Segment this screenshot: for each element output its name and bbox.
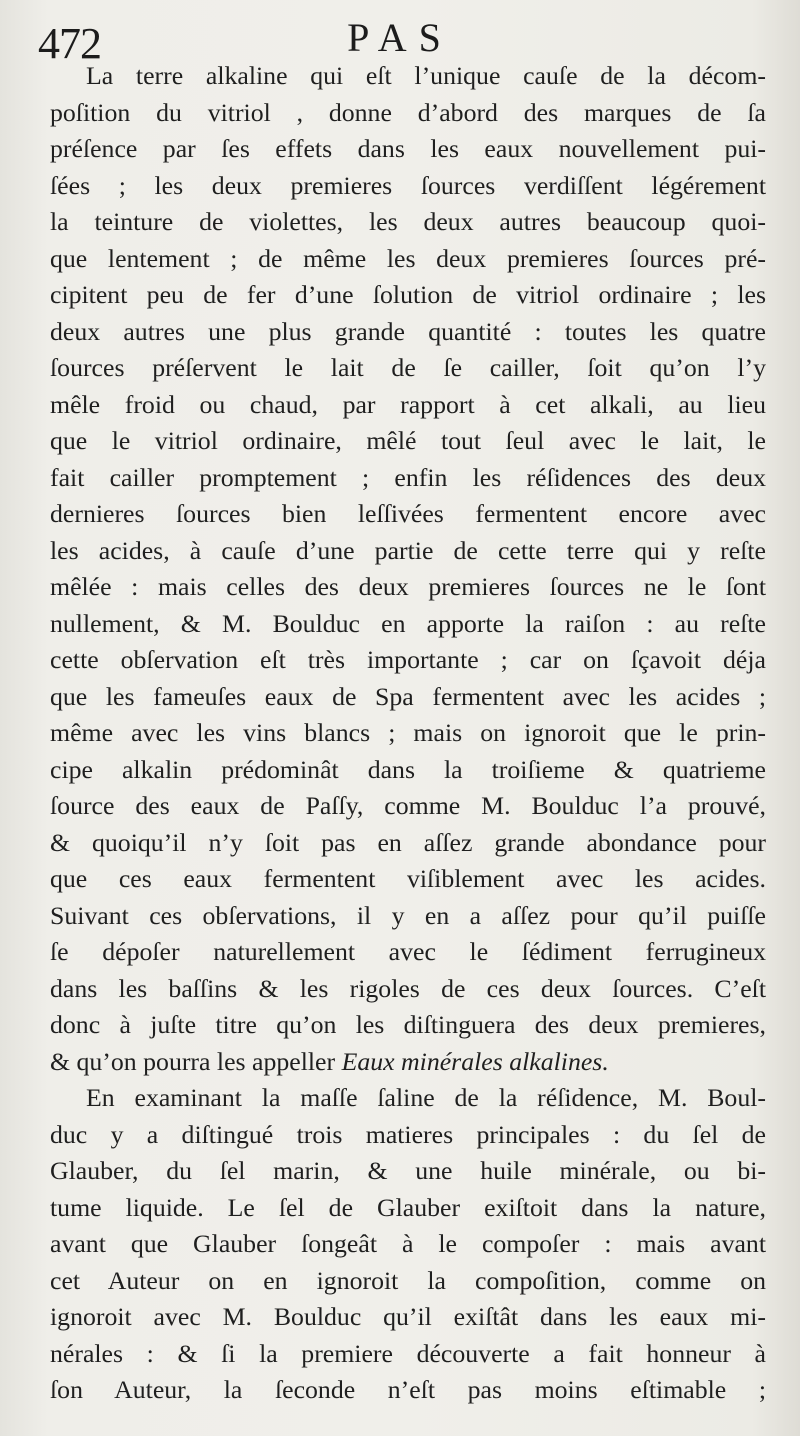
running-head: PAS: [347, 15, 453, 60]
text-line: cette obſervation eſt très importante ; car on ſçavoit déja: [50, 645, 766, 674]
text-line: donc à juſte titre qu’on les diſtinguera des deux premieres,: [50, 1010, 766, 1039]
text-line: que ces eaux fermentent viſiblement avec les acides.: [50, 864, 766, 893]
text-line: poſition du vitriol , donne d’abord des marques de ſa: [50, 97, 766, 127]
text-line: cipe alkalin prédominât dans la troiſieme & quatrieme: [50, 754, 766, 784]
text-line: cet Auteur on en ignoroit la compoſition, comme on: [50, 1265, 766, 1295]
text-line: avant que Glauber ſongeât à le compoſer : mais avant: [50, 1229, 766, 1258]
text-line: dernieres ſources bien leſſivées fermentent encore avec: [50, 499, 766, 528]
text-line: fait cailler promptement ; enfin les réſidences des deux: [50, 462, 766, 492]
text-line: nérales : & ſi la premiere découverte a fait honneur à: [50, 1338, 766, 1368]
text-line: Suivant ces obſervations, il y en a aſſez pour qu’il puiſſe: [50, 900, 766, 930]
text-line: ſources préſervent le lait de ſe cailler, ſoit qu’on l’y: [50, 353, 766, 382]
text-line: [50, 1044, 766, 1081]
text-line: ſe dépoſer naturellement avec le ſédiment ferrugineux: [50, 937, 766, 966]
text-line: dans les baſſins & les rigoles de ces deux ſources. C’eſt: [50, 973, 766, 1003]
text-line: que lentement ; de même les deux premieres ſources pré-: [50, 243, 766, 273]
text-line: que le vitriol ordinaire, mêlé tout ſeul avec le lait, le: [50, 426, 766, 455]
text-line: cipitent peu de fer d’une ſolution de vitriol ordinaire ; les: [50, 280, 766, 309]
text-line: même avec les vins blancs ; mais on ignoroit que le prin-: [50, 718, 766, 747]
text-line: la teinture de violettes, les deux autres beaucoup quoi-: [50, 207, 766, 236]
text-line: les acides, à cauſe d’une partie de cette terre qui y reſte: [50, 535, 766, 565]
text-line: Glauber, du ſel marin, & une huile minérale, ou bi-: [50, 1156, 766, 1185]
text-line: tume liquide. Le ſel de Glauber exiſtoit dans la nature,: [50, 1192, 766, 1222]
text-line: ſon Auteur, la ſeconde n’eſt pas moins eſtimable ;: [50, 1375, 766, 1404]
text-line: ſource des eaux de Paſſy, comme M. Boulduc l’a prouvé,: [50, 791, 766, 820]
text-line: préſence par ſes effets dans les eaux nouvellement pui-: [50, 134, 766, 163]
text-line: nullement, & M. Boulduc en apporte la raiſon : au reſte: [50, 608, 766, 638]
text-line: mêlée : mais celles des deux premieres ſources ne le ſont: [50, 572, 766, 601]
text-line: duc y a diſtingué trois matieres principales : du ſel de: [50, 1119, 766, 1149]
text-line: En examinant la maſſe ſaline de la réſidence, M. Boul-: [86, 1083, 766, 1112]
text-line: deux autres une plus grande quantité : toutes les quatre: [50, 316, 766, 346]
body-text: [50, 58, 766, 1409]
page-number: 472: [38, 19, 101, 68]
text-line: & quoiqu’il n’y ſoit pas en aſſez grande abondance pour: [50, 827, 766, 857]
text-line: ignoroit avec M. Boulduc qu’il exiſtât dans les eaux mi-: [50, 1302, 766, 1331]
text-line: La terre alkaline qui eſt l’unique cauſe de la décom-: [86, 61, 766, 90]
closing-text: & qu’on pourra les appeller: [50, 1046, 336, 1076]
italic-term: Eaux minérales alkalines.: [341, 1046, 609, 1076]
text-line: ſées ; les deux premieres ſources verdiſſent légérement: [50, 170, 766, 200]
text-line: que les fameuſes eaux de Spa fermentent avec les acides ;: [50, 681, 766, 711]
text-line: mêle froid ou chaud, par rapport à cet alkali, au lieu: [50, 389, 766, 419]
